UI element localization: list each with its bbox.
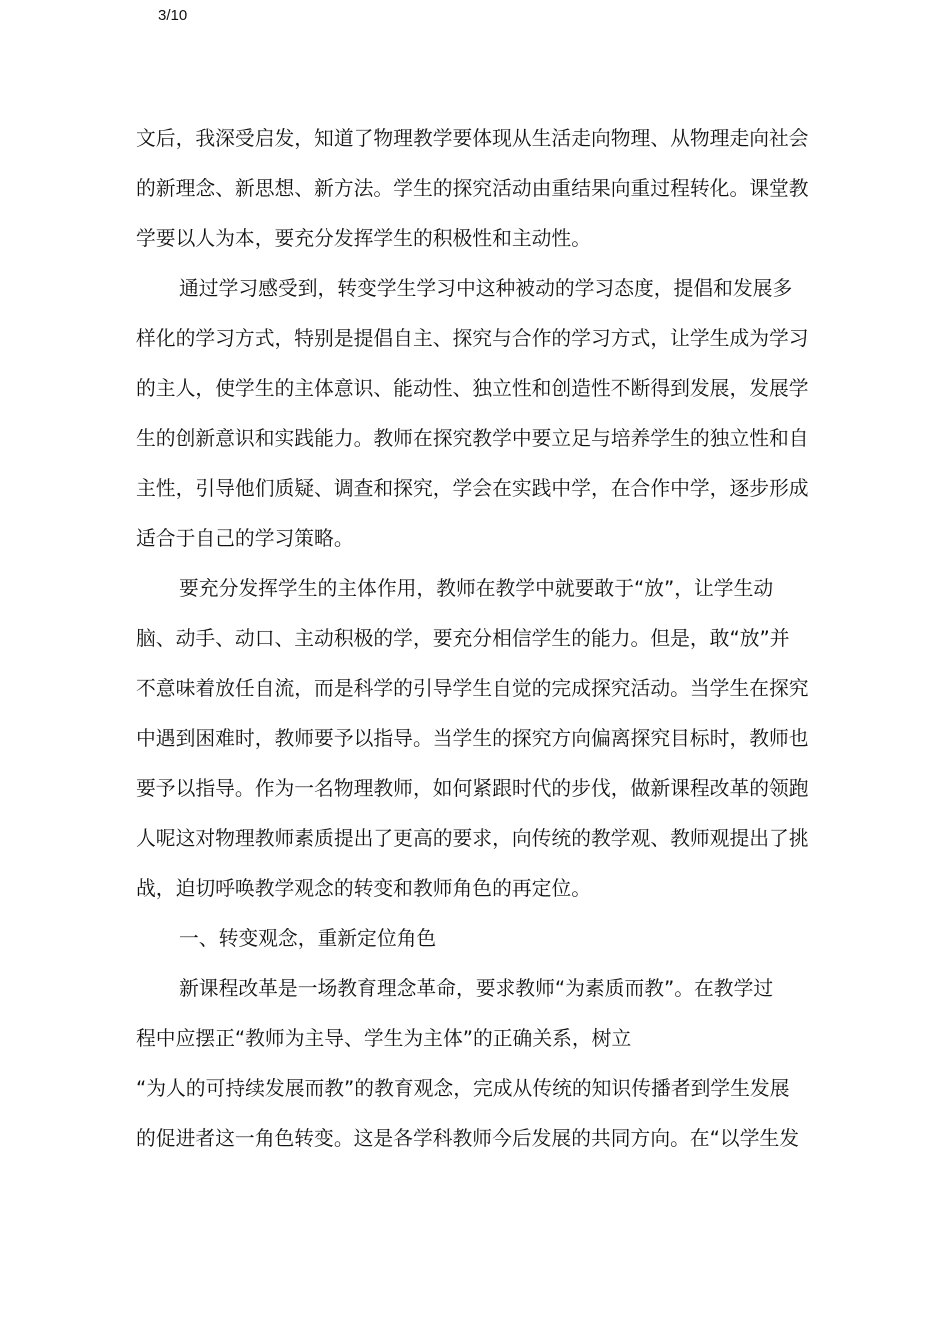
text-line: 的主人，使学生的主体意识、能动性、独立性和创造性不断得到发展，发展学 [136,377,809,400]
text-line: 战，迫切呼唤教学观念的转变和教师角色的再定位。 [136,877,591,900]
text-line: 要予以指导。作为一名物理教师，如何紧跟时代的步伐，做新课程改革的领跑 [136,777,809,800]
section-heading: 一、转变观念，重新定位角色 [179,927,437,950]
text-line: 生的创新意识和实践能力。教师在探究教学中要立足与培养学生的独立性和自 [136,427,809,450]
text-line: 新课程改革是一场教育理念革命，要求教师“为素质而教”。在教学过 [179,977,774,1000]
text-line: “为人的可持续发展而教”的教育观念，完成从传统的知识传播者到学生发展 [136,1077,790,1100]
text-line: 样化的学习方式，特别是提倡自主、探究与合作的学习方式，让学生成为学习 [136,327,809,350]
text-line: 文后，我深受启发，知道了物理教学要体现从生活走向物理、从物理走向社会 [136,127,809,150]
text-line: 适合于自己的学习策略。 [136,527,354,550]
text-line: 人呢这对物理教师素质提出了更高的要求，向传统的教学观、教师观提出了挑 [136,827,809,850]
text-line: 通过学习感受到，转变学生学习中这种被动的学习态度，提倡和发展多 [179,277,793,300]
text-line: 不意味着放任自流，而是科学的引导学生自觉的完成探究活动。当学生在探究 [136,677,809,700]
text-line: 的新理念、新思想、新方法。学生的探究活动由重结果向重过程转化。课堂教 [136,177,809,200]
text-line: 程中应摆正“教师为主导、学生为主体”的正确关系，树立 [136,1027,632,1050]
text-line: 学要以人为本，要充分发挥学生的积极性和主动性。 [136,227,591,250]
text-line: 要充分发挥学生的主体作用，教师在教学中就要敢于“放”，让学生动 [179,577,774,600]
text-line: 主性，引导他们质疑、调查和探究，学会在实践中学，在合作中学，逐步形成 [136,477,809,500]
text-line: 中遇到困难时，教师要予以指导。当学生的探究方向偏离探究目标时，教师也 [136,727,809,750]
text-line: 的促进者这一角色转变。这是各学科教师今后发展的共同方向。在“以学生发 [136,1127,800,1150]
text-line: 脑、动手、动口、主动积极的学，要充分相信学生的能力。但是，敢“放”并 [136,627,790,650]
page-number: 3/10 [158,7,188,24]
